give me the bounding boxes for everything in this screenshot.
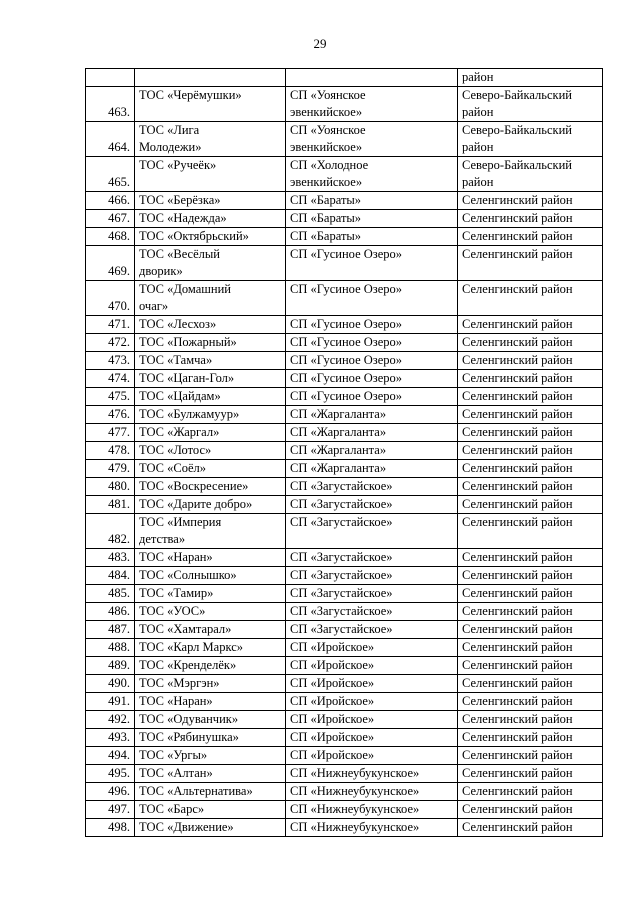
row-number-cell: 482. <box>86 514 135 549</box>
settlement-cell: СП «Загустайское» <box>286 496 458 514</box>
settlement-cell: СП «Загустайское» <box>286 549 458 567</box>
district-cell: Селенгинский район <box>458 693 603 711</box>
settlement-cell: СП «Бараты» <box>286 228 458 246</box>
row-number-cell: 474. <box>86 370 135 388</box>
settlement-cell: СП «Гусиное Озеро» <box>286 352 458 370</box>
row-number-cell: 484. <box>86 567 135 585</box>
table-row <box>86 281 603 316</box>
row-number-cell: 475. <box>86 388 135 406</box>
row-number-cell: 476. <box>86 406 135 424</box>
table-row <box>86 711 603 729</box>
settlement-cell: СП «Жаргаланта» <box>286 424 458 442</box>
row-number-cell: 480. <box>86 478 135 496</box>
settlement-cell: СП «Гусиное Озеро» <box>286 316 458 334</box>
table-row <box>86 460 603 478</box>
tos-name-cell: ТОС «Ручеёк» <box>135 157 286 192</box>
tos-name-cell: ТОС «Альтернатива» <box>135 783 286 801</box>
settlement-cell: СП «Загустайское» <box>286 567 458 585</box>
table-row <box>86 675 603 693</box>
district-cell: Селенгинский район <box>458 442 603 460</box>
settlement-cell: СП «Холодное эвенкийское» <box>286 157 458 192</box>
row-number-cell: 488. <box>86 639 135 657</box>
row-number-cell: 470. <box>86 281 135 316</box>
tos-name-cell: ТОС «Рябинушка» <box>135 729 286 747</box>
table-row <box>86 657 603 675</box>
settlement-cell: СП «Иройское» <box>286 747 458 765</box>
tos-name-cell: ТОС «Соёл» <box>135 460 286 478</box>
row-number-cell: 479. <box>86 460 135 478</box>
district-cell: Селенгинский район <box>458 765 603 783</box>
district-cell: Селенгинский район <box>458 352 603 370</box>
table-row <box>86 122 603 157</box>
row-number-cell: 483. <box>86 549 135 567</box>
settlement-cell: СП «Иройское» <box>286 711 458 729</box>
settlement-cell: СП «Иройское» <box>286 675 458 693</box>
row-number-cell: 468. <box>86 228 135 246</box>
settlement-cell: СП «Бараты» <box>286 192 458 210</box>
registry-table <box>85 68 603 837</box>
table-row <box>86 819 603 837</box>
settlement-cell: СП «Жаргаланта» <box>286 442 458 460</box>
settlement-cell: СП «Жаргаланта» <box>286 406 458 424</box>
district-cell: Селенгинский район <box>458 801 603 819</box>
district-cell: Селенгинский район <box>458 246 603 281</box>
row-number-cell: 496. <box>86 783 135 801</box>
row-number-cell: 471. <box>86 316 135 334</box>
tos-name-cell: ТОС «Тамир» <box>135 585 286 603</box>
district-cell: Селенгинский район <box>458 478 603 496</box>
settlement-cell: СП «Гусиное Озеро» <box>286 370 458 388</box>
row-number-cell: 495. <box>86 765 135 783</box>
table-row <box>86 549 603 567</box>
tos-name-cell: ТОС «Империя детства» <box>135 514 286 549</box>
district-cell: Селенгинский район <box>458 370 603 388</box>
tos-name-cell: ТОС «Воскресение» <box>135 478 286 496</box>
tos-name-cell: ТОС «УОС» <box>135 603 286 621</box>
table-row <box>86 639 603 657</box>
tos-name-cell: ТОС «Домашний очаг» <box>135 281 286 316</box>
district-cell: Селенгинский район <box>458 192 603 210</box>
table-row <box>86 514 603 549</box>
table-row <box>86 621 603 639</box>
table-row <box>86 406 603 424</box>
row-number-cell: 498. <box>86 819 135 837</box>
row-number-cell: 489. <box>86 657 135 675</box>
row-number-cell: 491. <box>86 693 135 711</box>
settlement-cell: СП «Гусиное Озеро» <box>286 388 458 406</box>
district-cell: Селенгинский район <box>458 514 603 549</box>
table-row <box>86 729 603 747</box>
table-row <box>86 747 603 765</box>
row-number-cell: 492. <box>86 711 135 729</box>
row-number-cell: 466. <box>86 192 135 210</box>
district-cell: Селенгинский район <box>458 639 603 657</box>
tos-name-cell: ТОС «Солнышко» <box>135 567 286 585</box>
tos-name-cell: ТОС «Движение» <box>135 819 286 837</box>
table-row <box>86 210 603 228</box>
district-cell: Селенгинский район <box>458 711 603 729</box>
table-row <box>86 765 603 783</box>
table-row <box>86 334 603 352</box>
tos-name-cell: ТОС «Булжамуур» <box>135 406 286 424</box>
district-cell: Селенгинский район <box>458 585 603 603</box>
tos-name-cell: ТОС «Дарите добро» <box>135 496 286 514</box>
tos-name-cell: ТОС «Лига Молодежи» <box>135 122 286 157</box>
district-cell: Северо-Байкальский район <box>458 157 603 192</box>
district-cell: Селенгинский район <box>458 316 603 334</box>
row-number-cell: 490. <box>86 675 135 693</box>
district-cell: Селенгинский район <box>458 388 603 406</box>
registry-table-body <box>86 69 603 837</box>
tos-name-cell: ТОС «Карл Маркс» <box>135 639 286 657</box>
tos-name-cell: ТОС «Цаган-Гол» <box>135 370 286 388</box>
table-row <box>86 69 603 87</box>
settlement-cell: СП «Загустайское» <box>286 585 458 603</box>
settlement-cell: СП «Нижнеубукунское» <box>286 819 458 837</box>
tos-name-cell: ТОС «Жаргал» <box>135 424 286 442</box>
tos-name-cell: ТОС «Октябрьский» <box>135 228 286 246</box>
table-row <box>86 693 603 711</box>
settlement-cell: СП «Уоянское эвенкийское» <box>286 122 458 157</box>
row-number-cell: 478. <box>86 442 135 460</box>
settlement-cell: СП «Нижнеубукунское» <box>286 801 458 819</box>
tos-name-cell: ТОС «Цайдам» <box>135 388 286 406</box>
row-number-cell: 497. <box>86 801 135 819</box>
district-cell: Северо-Байкальский район <box>458 122 603 157</box>
tos-name-cell: ТОС «Тамча» <box>135 352 286 370</box>
district-cell: Селенгинский район <box>458 729 603 747</box>
tos-name-cell: ТОС «Надежда» <box>135 210 286 228</box>
table-row <box>86 228 603 246</box>
tos-name-cell: ТОС «Алтан» <box>135 765 286 783</box>
table-row <box>86 496 603 514</box>
district-cell: Селенгинский район <box>458 281 603 316</box>
tos-name-cell: ТОС «Наран» <box>135 549 286 567</box>
settlement-cell: СП «Загустайское» <box>286 478 458 496</box>
table-row <box>86 352 603 370</box>
row-number-cell: 467. <box>86 210 135 228</box>
settlement-cell: СП «Нижнеубукунское» <box>286 783 458 801</box>
tos-name-cell: ТОС «Берёзка» <box>135 192 286 210</box>
settlement-cell: СП «Иройское» <box>286 657 458 675</box>
tos-name-cell: ТОС «Весёлый дворик» <box>135 246 286 281</box>
row-number-cell: 469. <box>86 246 135 281</box>
district-cell: Селенгинский район <box>458 567 603 585</box>
district-cell: Селенгинский район <box>458 406 603 424</box>
district-cell: Северо-Байкальский район <box>458 87 603 122</box>
settlement-cell: СП «Иройское» <box>286 729 458 747</box>
table-row <box>86 567 603 585</box>
table-row <box>86 316 603 334</box>
district-cell: Селенгинский район <box>458 747 603 765</box>
row-number-cell: 465. <box>86 157 135 192</box>
settlement-cell: СП «Уоянское эвенкийское» <box>286 87 458 122</box>
table-row <box>86 157 603 192</box>
tos-name-cell: ТОС «Барс» <box>135 801 286 819</box>
table-row <box>86 442 603 460</box>
settlement-cell: СП «Гусиное Озеро» <box>286 334 458 352</box>
tos-name-cell: ТОС «Лотос» <box>135 442 286 460</box>
settlement-cell: СП «Гусиное Озеро» <box>286 246 458 281</box>
row-number-cell: 487. <box>86 621 135 639</box>
row-number-cell: 486. <box>86 603 135 621</box>
district-cell: Селенгинский район <box>458 424 603 442</box>
district-cell: район <box>458 69 603 87</box>
tos-name-cell: ТОС «Черёмушки» <box>135 87 286 122</box>
tos-name-cell: ТОС «Наран» <box>135 693 286 711</box>
table-row <box>86 603 603 621</box>
settlement-cell: СП «Жаргаланта» <box>286 460 458 478</box>
district-cell: Селенгинский район <box>458 210 603 228</box>
row-number-cell: 494. <box>86 747 135 765</box>
district-cell: Селенгинский район <box>458 460 603 478</box>
table-row <box>86 87 603 122</box>
row-number-cell <box>86 69 135 87</box>
settlement-cell: СП «Загустайское» <box>286 603 458 621</box>
district-cell: Селенгинский район <box>458 657 603 675</box>
row-number-cell: 472. <box>86 334 135 352</box>
row-number-cell: 463. <box>86 87 135 122</box>
settlement-cell: СП «Бараты» <box>286 210 458 228</box>
table-row <box>86 246 603 281</box>
row-number-cell: 481. <box>86 496 135 514</box>
district-cell: Селенгинский район <box>458 819 603 837</box>
tos-name-cell: ТОС «Кренделёк» <box>135 657 286 675</box>
row-number-cell: 464. <box>86 122 135 157</box>
settlement-cell: СП «Гусиное Озеро» <box>286 281 458 316</box>
district-cell: Селенгинский район <box>458 334 603 352</box>
table-row <box>86 801 603 819</box>
table-row <box>86 370 603 388</box>
page-number: 29 <box>313 36 327 51</box>
tos-name-cell: ТОС «Лесхоз» <box>135 316 286 334</box>
district-cell: Селенгинский район <box>458 675 603 693</box>
tos-name-cell: ТОС «Пожарный» <box>135 334 286 352</box>
table-row <box>86 424 603 442</box>
district-cell: Селенгинский район <box>458 496 603 514</box>
district-cell: Селенгинский район <box>458 621 603 639</box>
settlement-cell <box>286 69 458 87</box>
table-row <box>86 388 603 406</box>
tos-name-cell: ТОС «Одуванчик» <box>135 711 286 729</box>
district-cell: Селенгинский район <box>458 603 603 621</box>
tos-name-cell: ТОС «Хамтарал» <box>135 621 286 639</box>
settlement-cell: СП «Нижнеубукунское» <box>286 765 458 783</box>
row-number-cell: 477. <box>86 424 135 442</box>
settlement-cell: СП «Загустайское» <box>286 621 458 639</box>
table-row <box>86 192 603 210</box>
table-row <box>86 478 603 496</box>
tos-name-cell: ТОС «Мэргэн» <box>135 675 286 693</box>
district-cell: Селенгинский район <box>458 549 603 567</box>
district-cell: Селенгинский район <box>458 228 603 246</box>
tos-name-cell: ТОС «Ургы» <box>135 747 286 765</box>
settlement-cell: СП «Загустайское» <box>286 514 458 549</box>
settlement-cell: СП «Иройское» <box>286 693 458 711</box>
district-cell: Селенгинский район <box>458 783 603 801</box>
row-number-cell: 485. <box>86 585 135 603</box>
row-number-cell: 493. <box>86 729 135 747</box>
table-row <box>86 585 603 603</box>
table-row <box>86 783 603 801</box>
row-number-cell: 473. <box>86 352 135 370</box>
tos-name-cell <box>135 69 286 87</box>
settlement-cell: СП «Иройское» <box>286 639 458 657</box>
